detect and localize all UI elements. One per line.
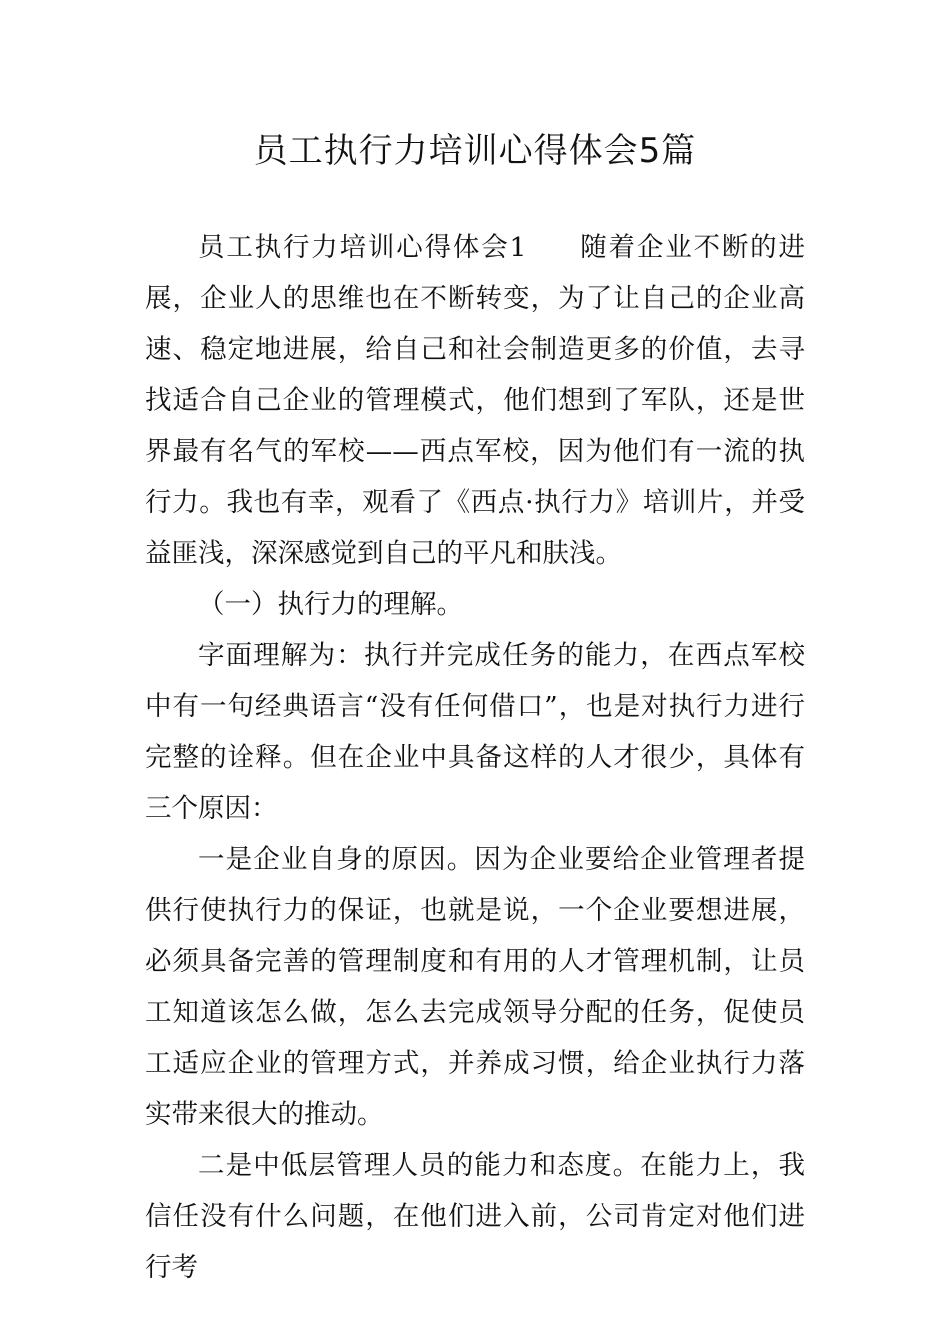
paragraph-3: 字面理解为：执行并完成任务的能力，在西点军校中有一句经典语言“没有任何借口”，也是对执行力进行完整的诠释。但在企业中具备这样的人才很少，具体有三个原因： <box>145 640 805 824</box>
document-title: 员工执行力培训心得体会5篇 <box>253 131 697 171</box>
section-heading: 员工执行力培训心得体会1 <box>198 232 527 263</box>
paragraph-text: 随着企业不断的进展，企业人的思维也在不断转变，为了让自己的企业高速、稳定地进展，给自己和社会制造更多的价值，去寻找适合自己企业的管理模式，他们想到了军队，还是世界最有名气的军校——西点军校，因为他们有一流的执行力。我也有幸，观看了《西点·执行力》培训片，并受益匪浅，深深感觉到自己的平凡和肤浅。 <box>145 232 805 569</box>
paragraph-5: 二是中低层管理人员的能力和态度。在能力上，我信任没有什么问题，在他们进入前，公司肯定对他们进行考 <box>145 1150 805 1283</box>
paragraph-1 <box>145 222 805 579</box>
paragraph-2: （一）执行力的理解。 <box>198 589 463 620</box>
paragraph-4: 一是企业自身的原因。因为企业要给企业管理者提供行使执行力的保证，也就是说，一个企业要想进展，必须具备完善的管理制度和有用的人才管理机制，让员工知道该怎么做，怎么去完成领导分配的任务，促使员工适应企业的管理方式，并养成习惯，给企业执行力落实带来很大的推动。 <box>145 844 805 1130</box>
document-body <box>145 222 805 1293</box>
